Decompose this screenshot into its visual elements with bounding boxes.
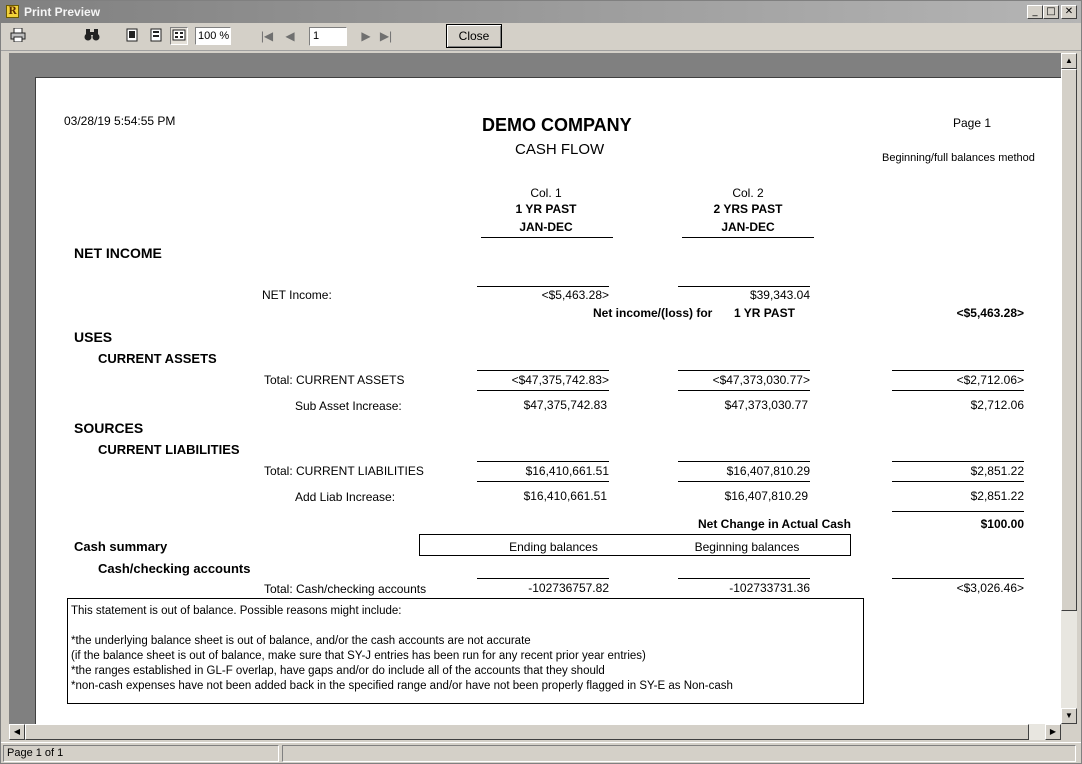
- next-page-icon: ▶: [361, 29, 371, 43]
- close-icon: ✕: [1064, 6, 1074, 17]
- first-page-icon: |◀: [260, 29, 274, 43]
- net-income-for-period: 1 YR PAST: [734, 306, 795, 320]
- binoculars-icon: [84, 28, 100, 42]
- report-title: CASH FLOW: [515, 141, 605, 158]
- total-current-assets-col2: <$47,373,030.77>: [712, 373, 810, 387]
- app-icon: R: [6, 5, 19, 18]
- arrow-down-icon: ▼: [1065, 711, 1073, 720]
- page-number-input[interactable]: 1: [309, 27, 347, 46]
- page-label: Page 1: [953, 116, 992, 130]
- col2-period: 2 YRS PAST: [713, 202, 783, 216]
- minimize-icon: _: [1032, 6, 1038, 17]
- total-cash-col1: -102736757.82: [528, 581, 609, 595]
- page-width-button[interactable]: [147, 28, 165, 46]
- minimize-button[interactable]: [1027, 5, 1043, 19]
- scroll-down-button[interactable]: [1061, 708, 1077, 724]
- out-of-balance-warning: [67, 598, 864, 704]
- col1-label: Col. 1: [530, 186, 562, 200]
- rule: [477, 286, 609, 287]
- maximize-icon: □: [1046, 6, 1056, 17]
- total-cash-label: Total: Cash/checking accounts: [264, 582, 427, 596]
- total-current-assets-label: Total: CURRENT ASSETS: [264, 373, 405, 387]
- close-window-button[interactable]: [1061, 5, 1077, 19]
- col2-label: Col. 2: [732, 186, 764, 200]
- close-button[interactable]: Close: [446, 24, 502, 48]
- find-button[interactable]: [83, 28, 101, 46]
- rule: [477, 370, 609, 371]
- col2-range: JAN-DEC: [721, 220, 775, 234]
- col1-underline: [481, 237, 613, 238]
- rule: [678, 390, 810, 391]
- total-current-assets-col1: <$47,375,742.83>: [511, 373, 609, 387]
- horizontal-scrollbar[interactable]: [9, 724, 1061, 740]
- total-current-liabilities-label: Total: CURRENT LIABILITIES: [264, 464, 424, 478]
- window-title: Print Preview: [24, 5, 101, 19]
- rule: [892, 578, 1024, 579]
- page-width-icon: [149, 28, 163, 42]
- current-liabilities-heading: CURRENT LIABILITIES: [98, 442, 240, 457]
- arrow-up-icon: ▲: [1065, 56, 1073, 65]
- net-income-for-label: Net income/(loss) for: [593, 306, 713, 320]
- cash-summary-heading: Cash summary: [74, 539, 168, 554]
- rule: [477, 481, 609, 482]
- company-name: DEMO COMPANY: [482, 115, 632, 135]
- zoom-input[interactable]: 100 %: [195, 27, 231, 45]
- maximize-button[interactable]: [1043, 5, 1059, 19]
- method-label: Beginning/full balances method: [882, 152, 1035, 164]
- current-assets-heading: CURRENT ASSETS: [98, 351, 217, 366]
- horizontal-scroll-thumb[interactable]: [25, 724, 1029, 740]
- col1-period: 1 YR PAST: [515, 202, 577, 216]
- rule: [678, 578, 810, 579]
- page-status: Page 1 of 1: [3, 745, 279, 762]
- report-timestamp: 03/28/19 5:54:55 PM: [64, 114, 176, 128]
- vertical-scrollbar[interactable]: [1061, 53, 1077, 724]
- rule: [477, 461, 609, 462]
- multi-page-button[interactable]: [170, 27, 188, 45]
- previous-page-button[interactable]: [283, 28, 297, 44]
- rule: [678, 461, 810, 462]
- multi-page-icon: [172, 28, 186, 42]
- net-income-heading: NET INCOME: [74, 245, 162, 261]
- scroll-up-button[interactable]: [1061, 53, 1077, 69]
- cash-accounts-heading: Cash/checking accounts: [98, 561, 251, 576]
- add-liab-col1: $16,410,661.51: [523, 489, 607, 503]
- sub-asset-label: Sub Asset Increase:: [295, 399, 402, 413]
- sub-asset-col1: $47,375,742.83: [523, 398, 607, 412]
- warning-line-5: *non-cash expenses have not been added back in the specified range and/or have not been properly flagged in SY-E as Non-cash: [71, 680, 733, 692]
- col2-underline: [682, 237, 814, 238]
- total-current-liabilities-col1: $16,410,661.51: [525, 464, 609, 478]
- uses-heading: USES: [74, 329, 113, 345]
- rule: [892, 370, 1024, 371]
- col1-range: JAN-DEC: [519, 220, 573, 234]
- arrow-right-icon: ▶: [1049, 727, 1057, 736]
- beginning-balances-label: Beginning balances: [694, 540, 800, 554]
- rule: [892, 481, 1024, 482]
- sources-heading: SOURCES: [74, 420, 144, 436]
- sub-asset-col2: $47,373,030.77: [724, 398, 808, 412]
- last-page-icon: ▶|: [379, 29, 393, 43]
- scroll-left-button[interactable]: [9, 724, 25, 740]
- total-current-liabilities-col2: $16,407,810.29: [726, 464, 810, 478]
- status-panel: [282, 745, 1076, 762]
- net-change-label: Net Change in Actual Cash: [698, 517, 851, 531]
- total-cash-col2: -102733731.36: [729, 581, 810, 595]
- rule: [678, 370, 810, 371]
- single-page-icon: [125, 28, 139, 42]
- rule: [477, 390, 609, 391]
- add-liab-col2: $16,407,810.29: [724, 489, 808, 503]
- warning-line-4: *the ranges established in GL-F overlap, have gaps and/or do include all of the accounts that they should: [71, 665, 605, 677]
- ending-balances-label: Ending balances: [509, 540, 598, 554]
- status-bar: [1, 742, 1081, 763]
- report-page: [35, 77, 1061, 724]
- title-bar[interactable]: [1, 1, 1081, 23]
- rule: [477, 578, 609, 579]
- sub-asset-diff: $2,712.06: [970, 398, 1024, 412]
- add-liab-label: Add Liab Increase:: [295, 490, 396, 504]
- warning-line-2: *the underlying balance sheet is out of balance, and/or the cash accounts are not accurate: [71, 635, 531, 647]
- net-income-col1: <$5,463.28>: [541, 288, 609, 302]
- vertical-scroll-thumb[interactable]: [1061, 69, 1077, 611]
- rule: [892, 461, 1024, 462]
- rule: [892, 390, 1024, 391]
- print-button[interactable]: [9, 28, 27, 46]
- net-change-value: $100.00: [980, 517, 1024, 531]
- scroll-right-button[interactable]: [1045, 724, 1061, 740]
- previous-page-icon: ◀: [285, 29, 295, 43]
- net-income-label: NET Income:: [262, 288, 332, 302]
- total-current-assets-diff: <$2,712.06>: [956, 373, 1024, 387]
- last-page-button[interactable]: [379, 28, 393, 44]
- arrow-left-icon: ◀: [13, 727, 21, 736]
- rule: [892, 511, 1024, 512]
- next-page-button[interactable]: [359, 28, 373, 44]
- warning-line-3: (if the balance sheet is out of balance, make sure that SY-J entries has been run for any recent prior year entries): [71, 650, 646, 662]
- net-income-col2: $39,343.04: [749, 288, 810, 302]
- single-page-button[interactable]: [123, 28, 141, 46]
- total-cash-diff: <$3,026.46>: [956, 581, 1024, 595]
- warning-line-1: This statement is out of balance. Possible reasons might include:: [71, 605, 402, 617]
- net-income-total: <$5,463.28>: [956, 306, 1024, 320]
- printer-icon: [10, 28, 26, 42]
- rule: [678, 481, 810, 482]
- total-current-liabilities-diff: $2,851.22: [970, 464, 1024, 478]
- rule: [678, 286, 810, 287]
- preview-area: [9, 53, 1061, 724]
- first-page-button[interactable]: [260, 28, 274, 44]
- add-liab-diff: $2,851.22: [970, 489, 1024, 503]
